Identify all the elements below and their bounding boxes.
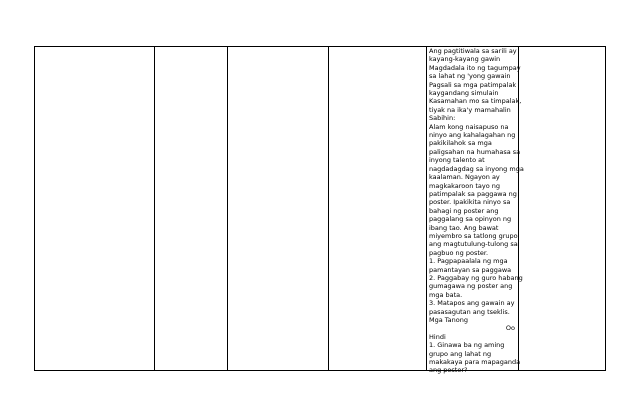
text-line: kaygandang simulain bbox=[429, 89, 499, 98]
column-border bbox=[34, 46, 35, 371]
text-line: 1. Pagpapaalala ng mga bbox=[429, 257, 508, 266]
table-top-border bbox=[34, 46, 606, 47]
question-line: 1. Ginawa ba ng aming bbox=[429, 341, 505, 350]
text-line: kayang-kayang gawin bbox=[429, 55, 501, 64]
text-line: paligsahan na humahasa sa bbox=[429, 147, 521, 156]
text-line: paggalang sa opinyon ng bbox=[429, 215, 512, 224]
text-line: 2. Paggabay ng guro habang bbox=[429, 273, 523, 282]
table-bottom-border bbox=[34, 370, 606, 371]
oo-label: Oo bbox=[505, 324, 515, 333]
column-border bbox=[426, 46, 427, 371]
question-line: ang poster? bbox=[429, 366, 468, 375]
text-line: pakikilahok sa mga bbox=[429, 139, 492, 148]
text-line: Pagsali sa mga patimpalak bbox=[429, 80, 517, 89]
text-line: miyembro sa tatlong grupo bbox=[429, 231, 518, 240]
text-line: Magdadala ito ng tagumpay bbox=[429, 63, 521, 72]
text-line: kaalaman. Ngayon ay bbox=[429, 173, 500, 182]
question-line: grupo ang lahat ng bbox=[429, 349, 492, 358]
text-line: sa lahat ng 'yong gawain bbox=[429, 72, 511, 81]
text-line: ang magtutulung-tulong sa bbox=[429, 240, 518, 249]
lesson-activity-cell bbox=[429, 47, 524, 375]
text-line: magkakaroon tayo ng bbox=[429, 181, 501, 190]
column-border bbox=[227, 46, 228, 371]
hindi-label: Hindi bbox=[429, 332, 446, 341]
text-line: Kasamahan mo sa timpalak, bbox=[429, 97, 522, 106]
column-border bbox=[518, 46, 519, 371]
text-line: pagbuo ng poster. bbox=[429, 248, 489, 257]
text-line: mga bata. bbox=[429, 290, 463, 299]
text-line: poster. Ipakikita ninyo sa bbox=[429, 198, 511, 207]
text-line: Sabihin: bbox=[429, 114, 456, 123]
text-line: inyong talento at bbox=[429, 156, 485, 165]
text-line: Alam kong naisapuso na bbox=[429, 122, 509, 131]
text-line: Ang pagtitiwala sa sarili ay bbox=[429, 47, 517, 55]
text-line: ninyo ang kahalagahan ng bbox=[429, 131, 516, 140]
text-line: tiyak na ika'y mamahalin bbox=[429, 105, 511, 114]
column-border bbox=[154, 46, 155, 371]
text-line: bahagi ng poster ang bbox=[429, 206, 499, 215]
text-line: nagdadagdag sa inyong mga bbox=[429, 164, 524, 173]
text-line: pasasagutan ang tseklis. bbox=[429, 307, 510, 316]
text-line: Mga Tanong bbox=[429, 316, 469, 324]
question-line: makakaya para mapaganda bbox=[429, 358, 521, 367]
text-line: 3. Matapos ang gawain ay bbox=[429, 299, 515, 308]
text-line: ibang tao. Ang bawat bbox=[429, 223, 499, 232]
lesson-table bbox=[34, 46, 606, 371]
column-border bbox=[328, 46, 329, 371]
text-line: pamantayan sa paggawa bbox=[429, 265, 512, 274]
text-line: gumagawa ng poster ang bbox=[429, 282, 513, 291]
column-border bbox=[605, 46, 606, 371]
text-line: patimpalak sa paggawa ng bbox=[429, 189, 517, 198]
